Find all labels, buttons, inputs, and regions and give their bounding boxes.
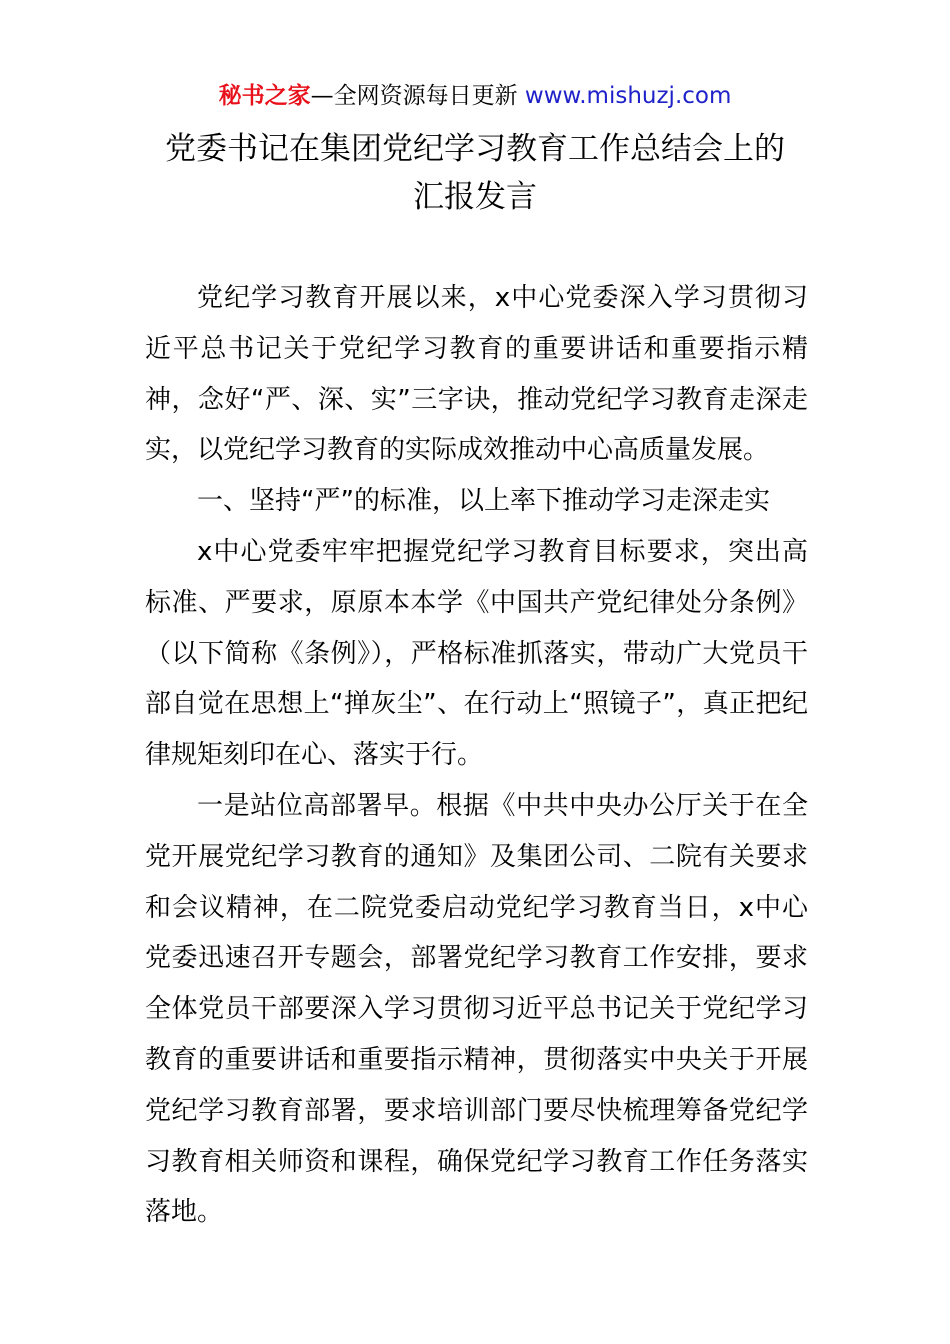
title-line-2: 汇报发言 <box>413 179 537 215</box>
site-header <box>0 78 950 114</box>
site-url-link[interactable]: www.mishuzj.com <box>524 83 732 109</box>
paragraph-point-1: 一是站位高部署早。根据《中共中央办公厅关于在全党开展党纪学习教育的通知》及集团公司、二院有关要求和会议精神，在二院党委启动党纪学习教育当日，x中心党委迅速召开专题会，部署党纪学习教育工作安排，要求全体党员干部要深入学习贯彻习近平总书记关于党纪学习教育的重要讲话和重要指示精神，贯彻落实中央关于开展党纪学习教育部署，要求培训部门要尽快梳理筹备党纪学习教育相关师资和课程，确保党纪学习教育工作任务落实落地。 <box>145 790 808 1228</box>
brand-name: 秘书之家 <box>218 83 311 109</box>
paragraph-intro: 党纪学习教育开展以来，x中心党委深入学习贯彻习近平总书记关于党纪学习教育的重要讲话和重要指示精神，念好“严、深、实”三字诀，推动党纪学习教育走深走实，以党纪学习教育的实际成效推动中心高质量发展。 <box>145 283 808 466</box>
section-heading-1: 一、坚持“严”的标准，以上率下推动学习走深走实 <box>197 486 770 517</box>
title-line-1: 党委书记在集团党纪学习教育工作总结会上的 <box>165 131 785 167</box>
document-body <box>145 273 808 1238</box>
paragraph-section-1: x中心党委牢牢把握党纪学习教育目标要求，突出高标准、严要求，原原本本学《中国共产党纪律处分条例》（以下简称《条例》），严格标准抓落实，带动广大党员干部自觉在思想上“掸灰尘”、在行动上“照镜子”，真正把纪律规矩刻印在心、落实于行。 <box>145 536 808 771</box>
header-tagline: —全网资源每日更新 <box>310 83 525 109</box>
document-title <box>60 125 890 221</box>
